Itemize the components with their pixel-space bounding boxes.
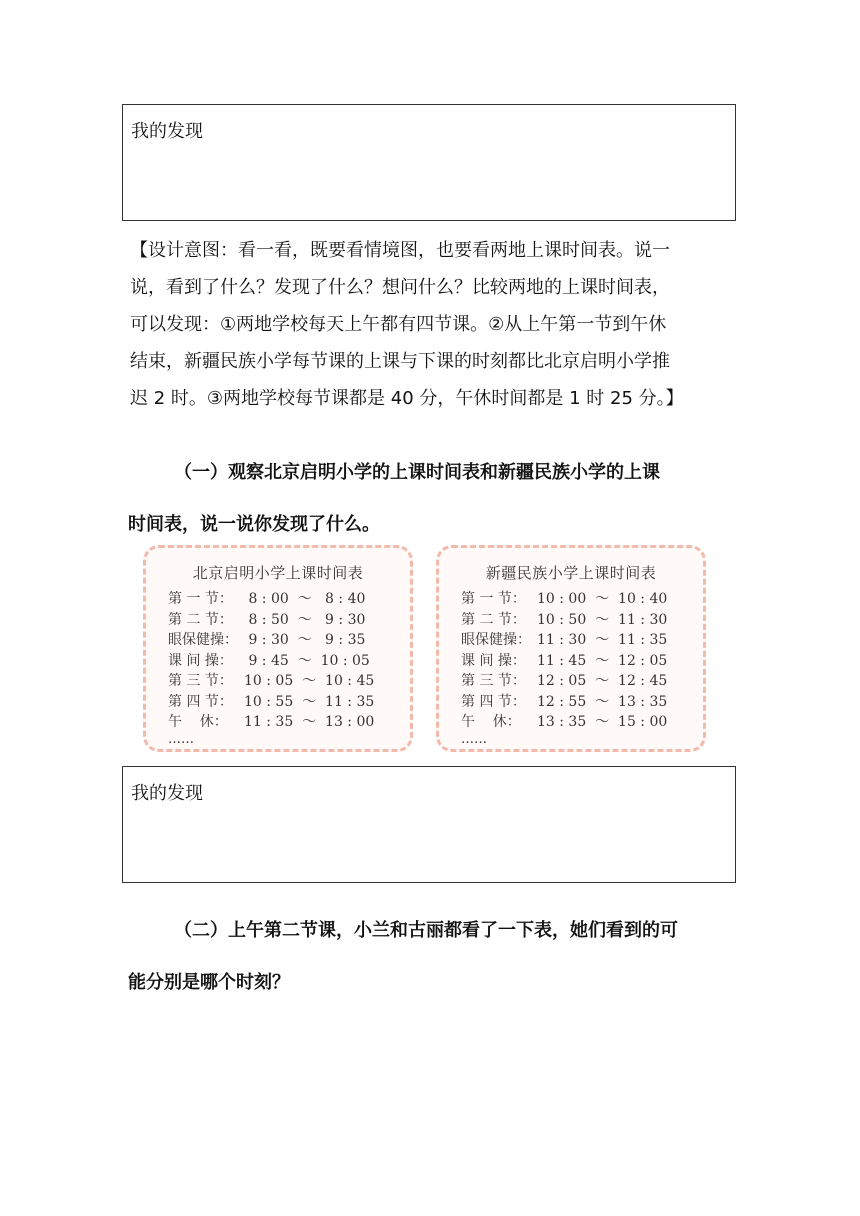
schedule-card-xinjiang [436, 545, 706, 752]
schedule-row [439, 692, 703, 713]
design-intent-line: 可以发现：①两地学校每天上午都有四节课。②从上午第一节到午休 [130, 314, 667, 335]
design-intent-line: 【设计意图：看一看，既要看情境图，也要看两地上课时间表。说一 [130, 240, 670, 261]
schedule-row [146, 651, 410, 672]
schedule-row [439, 671, 703, 692]
period-time: 10 : 00 ～ 10 : 40 [537, 591, 668, 607]
schedule-title: 北京启明小学上课时间表 [192, 564, 364, 582]
period-label: 午 休： [461, 714, 521, 730]
period-time: 8 : 50 ～ 9 : 30 [244, 611, 366, 628]
discovery-box-bottom[interactable] [122, 766, 736, 883]
period-label: 第 一 节： [168, 591, 233, 607]
period-label: 第 四 节： [461, 693, 526, 710]
period-time: 12 : 55 ～ 13 : 35 [537, 693, 668, 710]
schedule-row [439, 589, 703, 610]
section-2-line: （二）上午第二节课，小兰和古丽都看了一下表，她们看到的可 [174, 920, 678, 941]
schedule-card-beijing [143, 545, 413, 752]
discovery-box-label: 我的发现 [131, 783, 203, 804]
period-time: 11 : 35 ～ 13 : 00 [244, 714, 375, 730]
period-time: 8 : 00 ～ 8 : 40 [244, 591, 366, 607]
discovery-box-top[interactable] [122, 104, 736, 221]
schedule-row [146, 589, 410, 610]
schedule-row [439, 610, 703, 631]
design-intent-paragraph [130, 232, 740, 417]
period-label: 第 三 节： [168, 673, 233, 689]
period-label: 第 四 节： [168, 693, 233, 710]
period-time: 9 : 45 ～ 10 : 05 [244, 652, 370, 669]
schedule-row [439, 651, 703, 672]
schedule-row [146, 712, 410, 733]
period-label: 课 间 操： [461, 652, 526, 669]
section-1-line: 时间表，说一说你发现了什么。 [128, 514, 380, 535]
period-label: 午 休： [168, 714, 228, 730]
section-1-heading [128, 447, 738, 551]
section-2-line: 能分别是哪个时刻？ [128, 972, 290, 993]
period-time: 10 : 55 ～ 11 : 35 [244, 693, 375, 710]
schedule-row [439, 630, 703, 651]
period-time: 11 : 30 ～ 11 : 35 [537, 632, 668, 648]
schedule-more: …… [461, 731, 487, 747]
period-time: 10 : 05 ～ 10 : 45 [244, 673, 375, 689]
period-time: 11 : 45 ～ 12 : 05 [537, 652, 668, 669]
design-intent-line: 说，看到了什么？发现了什么？想问什么？比较两地的上课时间表， [130, 277, 670, 298]
period-time: 9 : 30 ～ 9 : 35 [244, 632, 366, 648]
section-1-line: （一）观察北京启明小学的上课时间表和新疆民族小学的上课 [174, 462, 660, 483]
schedule-row [146, 630, 410, 651]
period-label: 第 二 节： [461, 611, 526, 628]
schedule-row [439, 712, 703, 733]
schedule-row [146, 671, 410, 692]
design-intent-line: 结束，新疆民族小学每节课的上课与下课的时刻都比北京启明小学推 [130, 351, 670, 372]
design-intent-line: 迟 2 时。③两地学校每节课都是 40 分，午休时间都是 1 时 25 分。】 [130, 388, 684, 409]
period-time: 13 : 35 ～ 15 : 00 [537, 714, 668, 730]
period-time: 10 : 50 ～ 11 : 30 [537, 611, 668, 628]
period-label: 眼保健操： [168, 632, 238, 648]
schedule-more: …… [168, 731, 194, 747]
period-label: 第 一 节： [461, 591, 526, 607]
period-label: 第 三 节： [461, 673, 526, 689]
period-label: 课 间 操： [168, 652, 233, 669]
discovery-box-label: 我的发现 [131, 121, 203, 142]
schedule-row [146, 610, 410, 631]
period-label: 第 二 节： [168, 611, 233, 628]
schedule-row [146, 692, 410, 713]
schedule-title: 新疆民族小学上课时间表 [485, 564, 657, 582]
section-2-heading [128, 905, 738, 1009]
period-label: 眼保健操： [461, 632, 531, 648]
period-time: 12 : 05 ～ 12 : 45 [537, 673, 668, 689]
